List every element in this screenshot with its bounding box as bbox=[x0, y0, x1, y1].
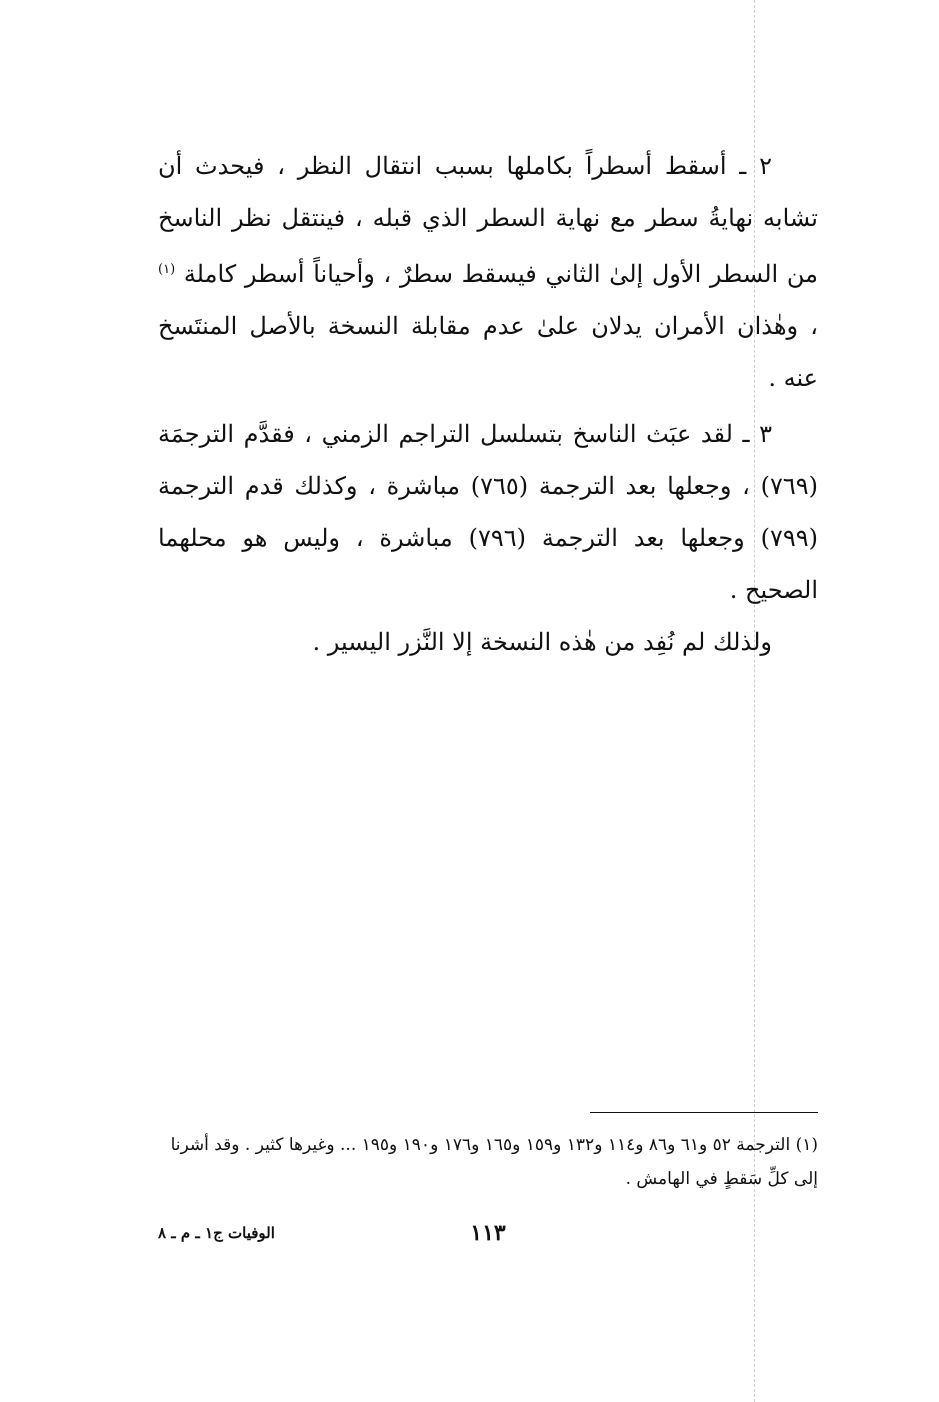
page-footer bbox=[158, 1220, 818, 1256]
paragraph-item-2 bbox=[158, 140, 818, 404]
paragraph-3-text: ٣ ـ لقد عبَث الناسخ بتسلسل التراجم الزمني ، فقدَّم الترجمَة (٧٦٩) ، وجعلها بعد الترجمة (٧٦٥) مباشرة ، وكذلك قدم الترجمة (٧٩٩) وجعلها بعد الترجمة (٧٩٦) مباشرة ، وليس هو محلهما الصحيح . bbox=[158, 420, 819, 604]
running-footer-label: الوفيات ج١ ـ م ـ ٨ bbox=[158, 1224, 275, 1242]
footnote-separator bbox=[590, 1112, 818, 1113]
footnote-ref-1: (١) bbox=[158, 262, 176, 277]
footnotes bbox=[158, 1128, 818, 1196]
page-number: ١١٣ bbox=[470, 1220, 506, 1246]
paragraph-2-text-continued: ، وهٰذان الأمران يدلان علىٰ عدم مقابلة النسخة بالأصل المنتَسخ عنه . bbox=[158, 312, 818, 392]
paragraph-2-text: ٢ ـ أسقط أسطراً بكاملها بسبب انتقال النظر ، فيحدث أن تشابه نهايةُ سطر مع نهاية السطر الذي قبله ، فينتقل نظر الناسخ من السطر الأول إلىٰ الثاني فيسقط سطرٌ ، وأحياناً أسطر كاملة bbox=[158, 152, 819, 288]
footnote-1: (١) الترجمة ٥٢ و٦١ و٨٦ و١١٤ و١٣٢ و١٥٩ و١٦٥ و١٧٦ و١٩٠ و١٩٥ ... وغيرها كثير . وقد أشرنا إلى كلِّ سَقطٍ في الهامش . bbox=[170, 1135, 818, 1189]
paragraph-item-3 bbox=[158, 408, 818, 616]
main-text bbox=[158, 140, 818, 668]
closing-sentence: ولذلك لم نُفِد من هٰذه النسخة إلا النَّزر اليسير . bbox=[312, 628, 772, 656]
